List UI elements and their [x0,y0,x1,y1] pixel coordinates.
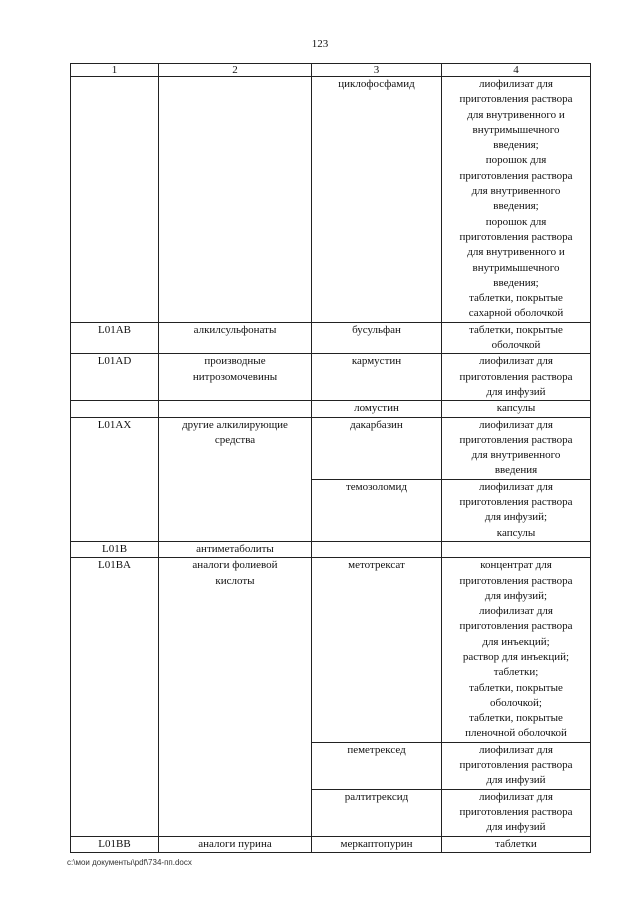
dosage-forms-cell [442,354,591,401]
dosage-form-line: таблетки, покрытые [469,712,563,725]
dosage-forms-cell [442,417,591,479]
atc-code-cell: L01AD [71,354,159,401]
dosage-form-line: таблетки, покрытые [469,323,563,336]
dosage-form-line: лиофилизат для [479,743,553,756]
dosage-form-line: введения [494,464,538,477]
dosage-forms-cell [442,479,591,541]
group-cell [159,558,312,836]
dosage-form-line: для инфузий; [484,589,548,602]
drug-name-cell: кармустин [312,354,442,401]
dosage-form-line: оболочкой [491,339,541,352]
group-cell [159,417,312,541]
drug-table [70,63,591,853]
table-row [71,354,591,401]
dosage-form-line: приготовления раствора [459,230,573,243]
table-header-row [71,64,591,77]
dosage-form-line: таблетки [495,837,537,850]
dosage-form-line: таблетки, покрытые [469,681,563,694]
dosage-form-line: введения; [493,139,539,152]
drug-name-cell: темозоломид [312,479,442,541]
dosage-form-line: для инъекций; [482,635,550,648]
drug-name-cell: пеметрексед [312,742,442,789]
atc-code-cell: L01AB [71,322,159,354]
header-cell: 4 [442,64,591,77]
dosage-forms-cell [442,742,591,789]
dosage-form-line: лиофилизат для [479,78,553,90]
dosage-forms-cell [442,401,591,417]
header-cell: 2 [159,64,312,77]
dosage-forms-cell [442,789,591,836]
table-row [71,836,591,852]
drug-name-cell: бусульфан [312,322,442,354]
dosage-form-line: для внутривенного [471,185,561,198]
dosage-form-line: внутримышечного [472,123,560,136]
group-line: другие алкилирующие [182,418,288,431]
group-line: производные [204,355,266,368]
dosage-form-line: внутримышечного [472,261,560,274]
header-cell: 3 [312,64,442,77]
dosage-form-line: лиофилизат для [479,355,553,368]
header-cell: 1 [71,64,159,77]
drug-name-cell: метотрексат [312,558,442,743]
dosage-form-line: введения; [493,200,539,213]
table-row [71,558,591,743]
dosage-form-line: оболочкой; [490,696,542,709]
group-line: средства [214,433,256,446]
dosage-form-line: таблетки; [493,666,539,679]
group-line: аналоги фолиевой [192,559,278,572]
group-cell [159,541,312,557]
dosage-form-line: приготовления раствора [459,169,573,182]
dosage-forms-cell [442,836,591,852]
drug-name-cell: дакарбазин [312,417,442,479]
dosage-form-line: для инфузий [486,385,546,398]
dosage-form-line: для инфузий; [484,511,548,524]
group-line: антиметаболиты [196,542,274,555]
dosage-form-line: пленочной оболочкой [465,727,567,740]
dosage-form-line: лиофилизат для [479,480,553,493]
dosage-form-line: капсулы [496,402,536,415]
group-line: алкилсульфонаты [193,323,277,336]
dosage-form-line: приготовления раствора [459,759,573,772]
table-row [71,401,591,417]
group-line: аналоги пурина [198,837,272,850]
group-line: нитрозомочевины [192,370,278,383]
atc-code-cell [71,77,159,323]
dosage-form-line: приготовления раствора [459,370,573,383]
dosage-form-line: приготовления раствора [459,805,573,818]
group-cell [159,322,312,354]
dosage-form-line: таблетки, покрытые [469,292,563,305]
drug-name-cell: циклофосфамид [312,77,442,323]
atc-code-cell: L01AX [71,417,159,541]
atc-code-cell: L01BB [71,836,159,852]
dosage-form-line: сахарной оболочкой [468,307,564,320]
page-number: 123 [311,38,329,50]
dosage-forms-cell [442,77,591,323]
table-row [71,541,591,557]
dosage-form-line: приготовления раствора [459,574,573,587]
group-cell [159,836,312,852]
atc-code-cell: L01BA [71,558,159,836]
dosage-form-line: приготовления раствора [459,620,573,633]
dosage-form-line: введения; [493,276,539,289]
dosage-forms-cell [442,558,591,743]
footer-file-path: c:\мои документы\pdf\734-пп.docx [67,858,192,867]
dosage-form-line: лиофилизат для [479,790,553,803]
dosage-form-line: лиофилизат для [479,605,553,618]
group-line: кислоты [215,574,255,587]
dosage-form-line: приготовления раствора [459,93,573,106]
dosage-form-line: приготовления раствора [459,496,573,509]
dosage-form-line: для инфузий [486,821,546,834]
dosage-form-line: порошок для [485,215,547,228]
dosage-form-line: для инфузий [486,774,546,787]
group-cell [159,354,312,401]
drug-name-cell: ралтитрексид [312,789,442,836]
group-cell [159,401,312,417]
drug-name-cell [312,541,442,557]
dosage-form-line: лиофилизат для [479,418,553,431]
table-row [71,77,591,323]
atc-code-cell: L01B [71,541,159,557]
table-body [71,77,591,853]
group-cell [159,77,312,323]
dosage-form-line: приготовления раствора [459,433,573,446]
atc-code-cell [71,401,159,417]
drug-name-cell: меркаптопурин [312,836,442,852]
dosage-form-line: капсулы [496,526,536,539]
drug-name-cell: ломустин [312,401,442,417]
table-row [71,322,591,354]
dosage-form-line: для внутривенного [471,449,561,462]
dosage-forms-cell [442,541,591,557]
dosage-form-line: для внутривенного и [467,108,565,121]
table-row [71,417,591,479]
dosage-form-line: порошок для [485,154,547,167]
dosage-form-line: раствор для инъекций; [462,650,570,663]
dosage-forms-cell [442,322,591,354]
dosage-form-line: для внутривенного и [467,246,565,259]
dosage-form-line: концентрат для [480,559,552,572]
